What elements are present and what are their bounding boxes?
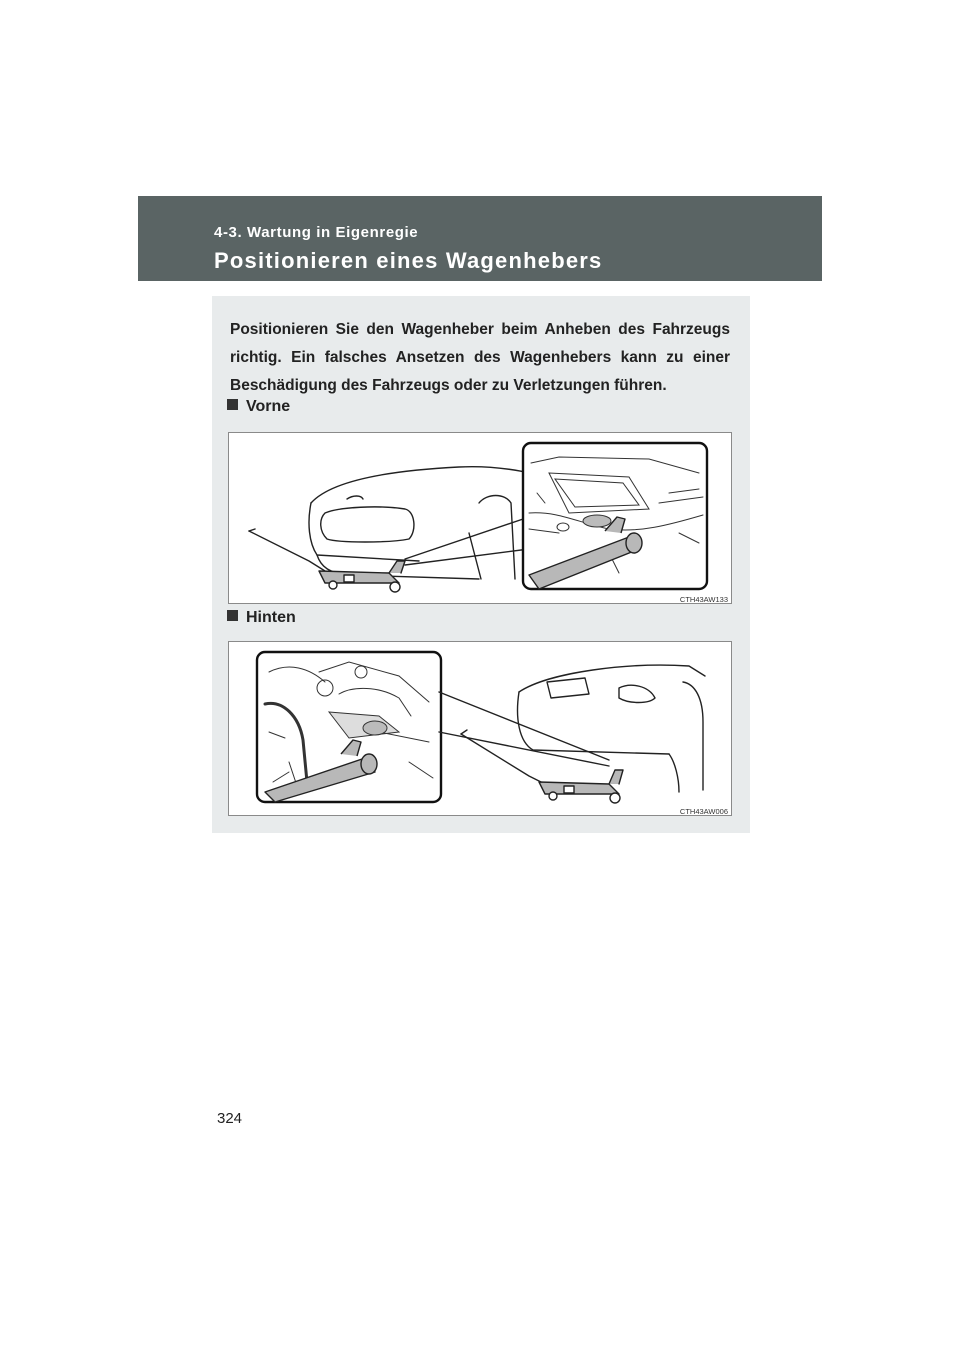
figure-rear-code: CTH43AW006 xyxy=(679,807,728,816)
section-label: 4-3. Wartung in Eigenregie xyxy=(214,224,419,241)
page-title: Positionieren eines Wagenhebers xyxy=(214,248,603,273)
square-bullet-icon xyxy=(227,399,238,410)
subheading-rear-label: Hinten xyxy=(246,609,296,626)
chapter-header xyxy=(138,196,822,281)
intro-paragraph: Positionieren Sie den Wagenheber beim Anheben des Fahrzeugs richtig. Ein falsches Ansetzen des Wagenhebers kann zu einer Beschädigung des Fahrzeugs oder zu Verletzungen führen. xyxy=(230,321,730,394)
figure-rear-jack xyxy=(228,641,732,816)
square-bullet-icon xyxy=(227,610,238,621)
figure-front-jack xyxy=(228,432,732,604)
content-box xyxy=(212,296,750,833)
page-number: 324 xyxy=(217,1110,243,1127)
subheading-front-label: Vorne xyxy=(246,398,291,415)
figure-front-code: CTH43AW133 xyxy=(679,595,728,604)
subheading-front xyxy=(227,398,290,416)
front-jack-illustration xyxy=(229,433,731,603)
rear-jack-illustration xyxy=(229,642,731,815)
subheading-rear xyxy=(227,609,296,627)
